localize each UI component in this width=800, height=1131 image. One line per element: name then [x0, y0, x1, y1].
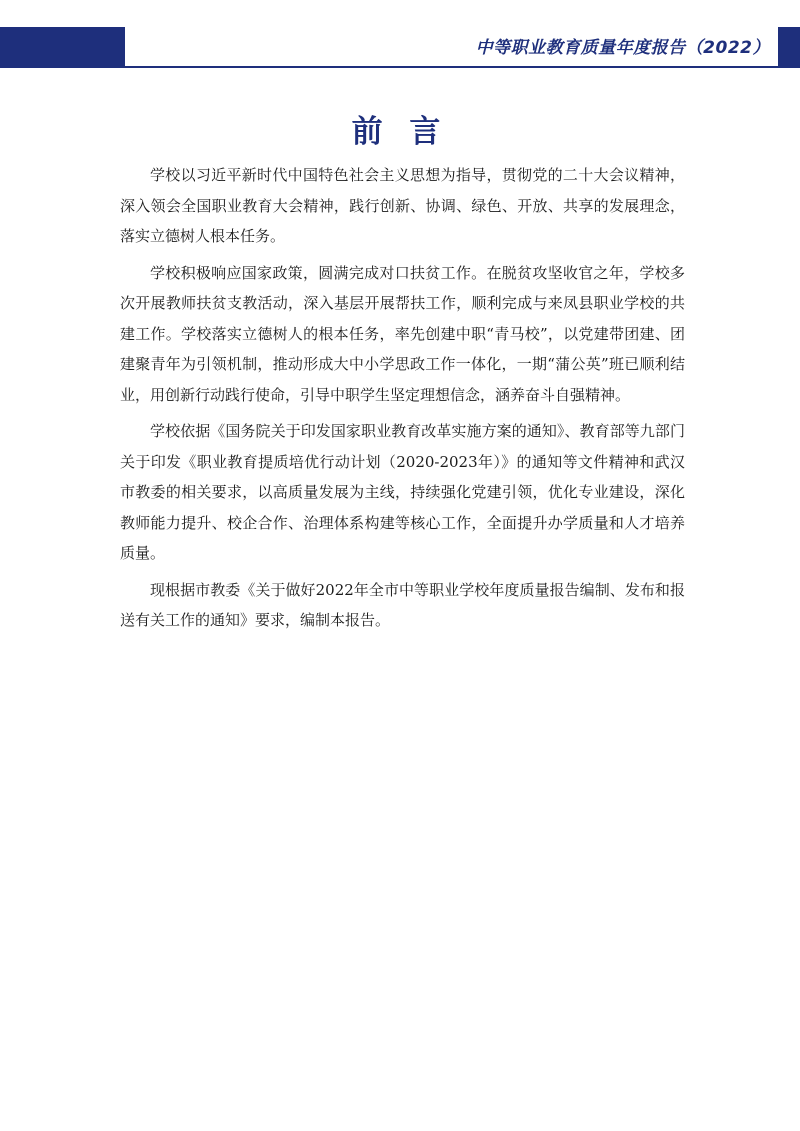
paragraph: 学校以习近平新时代中国特色社会主义思想为指导，贯彻党的二十大会议精神，深入领会全国职业教育大会精神，践行创新、协调、绿色、开放、共享的发展理念，落实立德树人根本任务。: [120, 166, 685, 245]
page-title: 前 言: [351, 114, 449, 150]
header-divider: [125, 66, 778, 68]
paragraph: 现根据市教委《关于做好2022年全市中等职业学校年度质量报告编制、发布和报送有关工作的通知》要求，编制本报告。: [120, 580, 685, 629]
report-header-title: 中等职业教育质量年度报告（2022）: [475, 38, 770, 58]
header-right-bar: [778, 27, 800, 68]
preface-body: [120, 160, 685, 642]
paragraph: 学校依据《国务院关于印发国家职业教育改革实施方案的通知》、教育部等九部门关于印发《职业教育提质培优行动计划（2020-2023年）》的通知等文件精神和武汉市教委的相关要求，以高质量发展为主线，持续强化党建引领，优化专业建设，深化教师能力提升、校企合作、治理体系构建等核心工作，全面提升办学质量和人才培养质量。: [120, 422, 685, 562]
paragraph: 学校积极响应国家政策，圆满完成对口扶贫工作。在脱贫攻坚收官之年，学校多次开展教师扶贫支教活动，深入基层开展帮扶工作，顺利完成与来凤县职业学校的共建工作。学校落实立德树人的根本任务，率先创建中职“青马校”，以党建带团建、团建聚青年为引领机制，推动形成大中小学思政工作一体化，一期“蒲公英”班已顺利结业，用创新行动践行使命，引导中职学生坚定理想信念，涵养奋斗自强精神。: [120, 263, 685, 404]
header-left-bar: [0, 27, 125, 68]
